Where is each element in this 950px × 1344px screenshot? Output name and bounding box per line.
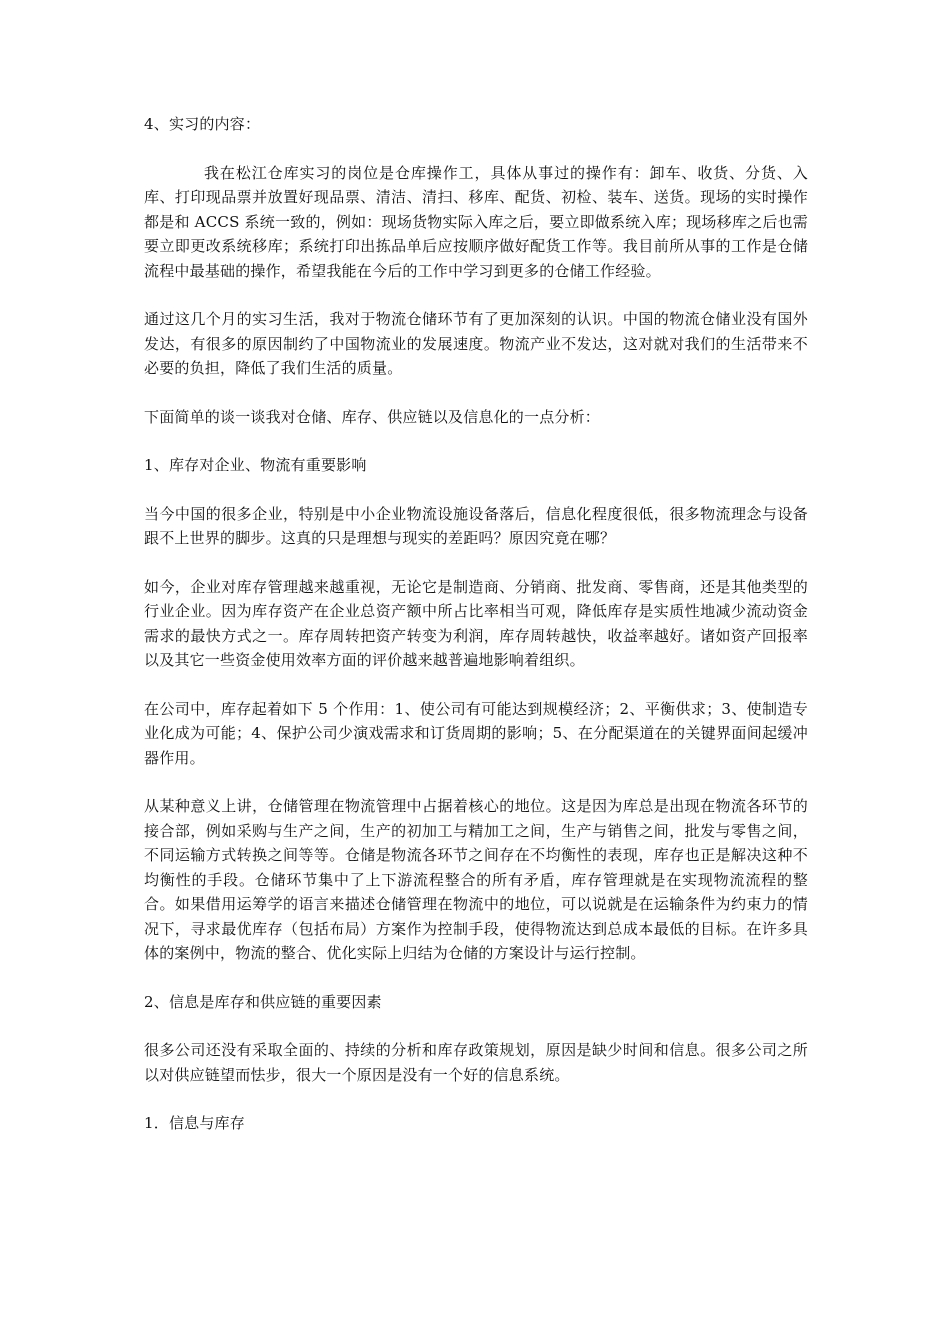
paragraph-inventory-roles: 在公司中，库存起着如下 5 个作用：1、使公司有可能达到规模经济；2、平衡供求；3、使制造专业化成为可能；4、保护公司少演戏需求和订货周期的影响；5、在分配渠道在的关键界面间起缓冲器作用。 [144,699,808,767]
paragraph-chinese-enterprises: 当今中国的很多企业，特别是中小企业物流设施设备落后，信息化程度很低，很多物流理念与设备跟不上世界的脚步。这真的只是理想与现实的差距吗？原因究竟在哪？ [144,504,808,547]
paragraph-information-systems: 很多公司还没有采取全面的、持续的分析和库存政策规划，原因是缺少时间和信息。很多公司之所以对供应链望而怯步，很大一个原因是没有一个好的信息系统。 [144,1041,808,1084]
document-body [144,112,808,1160]
subheading-inventory-impact: 1、库存对企业、物流有重要影响 [144,456,367,474]
paragraph-analysis-intro: 下面简单的谈一谈我对仓储、库存、供应链以及信息化的一点分析： [144,407,601,426]
subheading-information-factor: 2、信息是库存和供应链的重要因素 [144,992,382,1011]
subheading-information-inventory: 1．信息与库存 [144,1114,245,1132]
paragraph-inventory-management: 如今，企业对库存管理越来越重视，无论它是制造商、分销商、批发商、零售商，还是其他类型的行业企业。因为库存资产在企业总资产额中所占比率相当可观，降低库存是实质性地减少流动资金需求的最快方式之一。库存周转把资产转变为利润，库存周转越快，收益率越好。诸如资产回报率以及其它一些资金使用效率方面的评价越来越普遍地影响着组织。 [144,577,808,669]
paragraph-reflection: 通过这几个月的实习生活，我对于物流仓储环节有了更加深刻的认识。中国的物流仓储业没有国外发达，有很多的原因制约了中国物流业的发展速度。物流产业不发达，这对就对我们的生活带来不必要的负担，降低了我们生活的质量。 [144,310,808,377]
paragraph-warehouse-core: 从某种意义上讲，仓储管理在物流管理中占据着核心的地位。这是因为库总是出现在物流各环节的接合部，例如采购与生产之间，生产的初加工与精加工之间，生产与销售之间，批发与零售之间，不同运输方式转换之间等等。仓储是物流各环节之间存在不均衡性的表现，库存也正是解决这种不均衡性的手段。仓储环节集中了上下游流程整合的所有矛盾，库存管理就是在实现物流流程的整合。如果借用运筹学的语言来描述仓储管理在物流中的地位，可以说就是在运输条件为约束力的情况下，寻求最优库存（包括布局）方案作为控制手段，使得物流达到总成本最低的目标。在许多具体的案例中，物流的整合、优化实际上归结为仓储的方案设计与运行控制。 [144,797,808,962]
section-title: 4、实习的内容： [144,115,261,133]
paragraph-internship-duties: 我在松江仓库实习的岗位是仓库操作工，具体从事过的操作有：卸车、收货、分货、入库、打印现品票并放置好现品票、清洁、清扫、移库、配货、初检、装车、送货。现场的实时操作都是和 ACCS 系统一致的，例如：现场货物实际入库之后，要立即做系统入库；现场移库之后也需要立即更改系统移库；系统打印出拣品单后应按顺序做好配货工作等。我目前所从事的工作是仓储流程中最基础的操作，希望我能在今后的工作中学习到更多的仓储工作经验。 [144,163,808,280]
